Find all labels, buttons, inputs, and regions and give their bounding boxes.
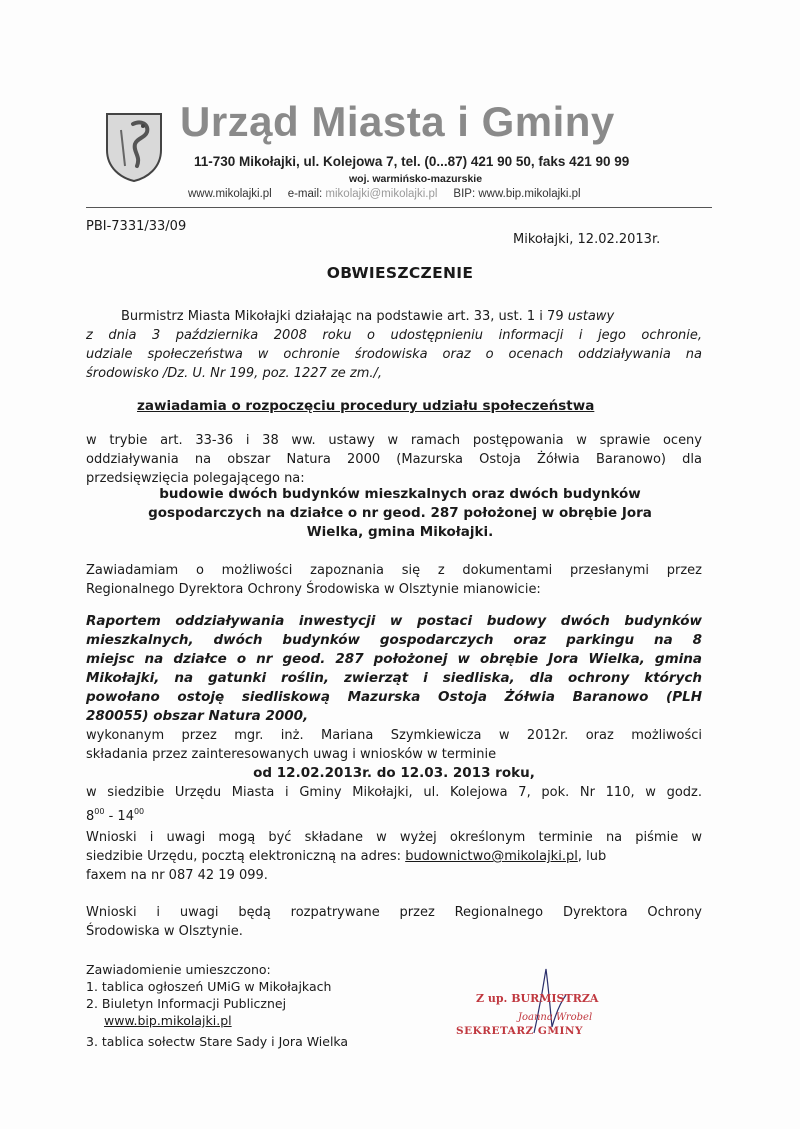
report-line-2: mieszkalnych, dwóch budynków gospodarczych oraz parkingu na 8 — [86, 632, 702, 648]
notice-paragraph — [86, 561, 702, 599]
stamp-line-3: SEKRETARZ GMINY — [456, 1025, 583, 1037]
submissions-line-3: faxem na nr 087 42 19 099. — [86, 868, 268, 883]
report-line-8: składania przez zainteresowanych uwag i wniosków w terminie — [86, 747, 497, 762]
intro-paragraph — [86, 307, 702, 383]
organization-region: woj. warmińsko-mazurskie — [349, 173, 483, 185]
procedure-paragraph — [86, 431, 702, 488]
project-line-3: Wielka, gmina Mikołajki. — [306, 524, 494, 540]
procedure-line-1: w trybie art. 33-36 i 38 ww. ustawy w ramach postępowania w sprawie oceny — [86, 433, 702, 448]
project-description — [80, 485, 720, 542]
bip-link: www.bip.mikolajki.pl — [478, 188, 581, 200]
review-line-1: Wnioski i uwagi będą rozpatrywane przez Regionalnego Dyrektora Ochrony — [86, 905, 702, 920]
consultation-period: od 12.02.2013r. do 12.03. 2013 roku, — [253, 765, 535, 781]
report-line-4: Mikołajki, na gatunki roślin, zwierząt i siedliska, dla ochrony których — [86, 670, 702, 686]
announcement-heading: zawiadamia o rozpoczęciu procedury udziału społeczeństwa — [137, 398, 595, 414]
place-date: Mikołajki, 12.02.2013r. — [513, 232, 661, 247]
report-line-1: Raportem oddziaływania inwestycji w postaci budowy dwóch budynków — [86, 613, 702, 629]
email-address: mikolajki@mikolajki.pl — [325, 188, 438, 200]
bip-label: BIP: — [453, 188, 476, 200]
stamp-line-1: Z up. BURMISTRZA — [476, 992, 599, 1005]
report-line-7: wykonanym przez mgr. inż. Mariana Szymkiewicza w 2012r. oraz możliwości — [86, 728, 702, 743]
stamp-line-2: Joanna Wrobel — [518, 1012, 593, 1023]
project-line-2: gospodarczych na działce o nr geod. 287 położonej w obrębie Jora — [148, 505, 652, 521]
organization-address: 11-730 Mikołajki, ul. Kolejowa 7, tel. (0...87) 421 90 50, faks 421 90 99 — [194, 154, 630, 169]
coat-of-arms-icon — [103, 110, 165, 182]
notice-line-2: Regionalnego Dyrektora Ochrony Środowiska w Olsztynie mianowicie: — [86, 582, 541, 597]
review-paragraph — [86, 903, 702, 941]
report-line-5: powołano ostoję siedliskową Mazurska Ostoja Żółwia Baranowo (PLH — [86, 689, 702, 705]
posting-item-3: 3. tablica sołectw Stare Sady i Jora Wielka — [86, 1034, 349, 1049]
report-details — [86, 726, 702, 826]
office-hours: $8^{00} - 14^{00}$ — [86, 807, 145, 824]
review-line-2: Środowiska w Olsztynie. — [86, 924, 243, 939]
report-line-9: w siedzibie Urzędu Miasta i Gminy Mikołajki, ul. Kolejowa 7, pok. Nr 110, w godz. — [86, 785, 702, 800]
reference-number: PBI-7331/33/09 — [86, 219, 187, 234]
website-link: www.mikolajki.pl — [188, 188, 272, 200]
posting-item-2: 2. Biuletyn Informacji Publicznej — [86, 996, 287, 1011]
submissions-email-link[interactable]: budownictwo@mikolajki.pl — [405, 849, 578, 864]
organization-name: Urząd Miasta i Gminy — [180, 98, 615, 145]
intro-line-4: środowisko /Dz. U. Nr 199, poz. 1227 ze zm./, — [86, 366, 383, 381]
document-title: OBWIESZCZENIE — [326, 264, 474, 282]
submissions-line-2: siedzibie Urzędu, pocztą elektroniczną na adres: budownictwo@mikolajki.pl, lub — [86, 849, 607, 864]
official-stamp — [456, 978, 636, 1058]
procedure-line-2: oddziaływania na obszar Natura 2000 (Mazurska Ostoja Żółwia Baranowo) dla — [86, 452, 702, 467]
submissions-line-1: Wnioski i uwagi mogą być składane w wyżej określonym terminie na piśmie w — [86, 830, 702, 845]
organization-contact — [188, 188, 581, 200]
posting-item-1: 1. tablica ogłoszeń UMiG w Mikołajkach — [86, 979, 332, 994]
posting-item-2-link[interactable]: www.bip.mikolajki.pl — [104, 1013, 232, 1028]
project-line-1: budowie dwóch budynków mieszkalnych oraz dwóch budynków — [159, 486, 641, 502]
report-line-3: miejsc na działce o nr geod. 287 położonej w obrębie Jora Wielka, gmina — [86, 651, 702, 667]
notice-line-1: Zawiadamiam o możliwości zapoznania się z dokumentami przesłanymi przez — [86, 563, 702, 578]
intro-line-3: udziale społeczeństwa w ochronie środowiska oraz o ocenach oddziaływania na — [86, 347, 702, 362]
submissions-paragraph — [86, 828, 702, 885]
email-label: e-mail: — [287, 188, 323, 200]
report-paragraph — [86, 612, 702, 726]
intro-line-2: z dnia 3 października 2008 roku o udostępnieniu informacji i jego ochronie, — [86, 328, 702, 343]
header-divider — [86, 207, 712, 208]
posting-heading: Zawiadomienie umieszczono: — [86, 962, 271, 977]
report-line-6: 280055) obszar Natura 2000, — [86, 708, 309, 724]
intro-line-1: Burmistrz Miasta Mikołajki działając na podstawie art. 33, ust. 1 i 79 ustawy — [121, 309, 615, 324]
procedure-line-3: przedsięwzięcia polegającego na: — [86, 471, 305, 486]
